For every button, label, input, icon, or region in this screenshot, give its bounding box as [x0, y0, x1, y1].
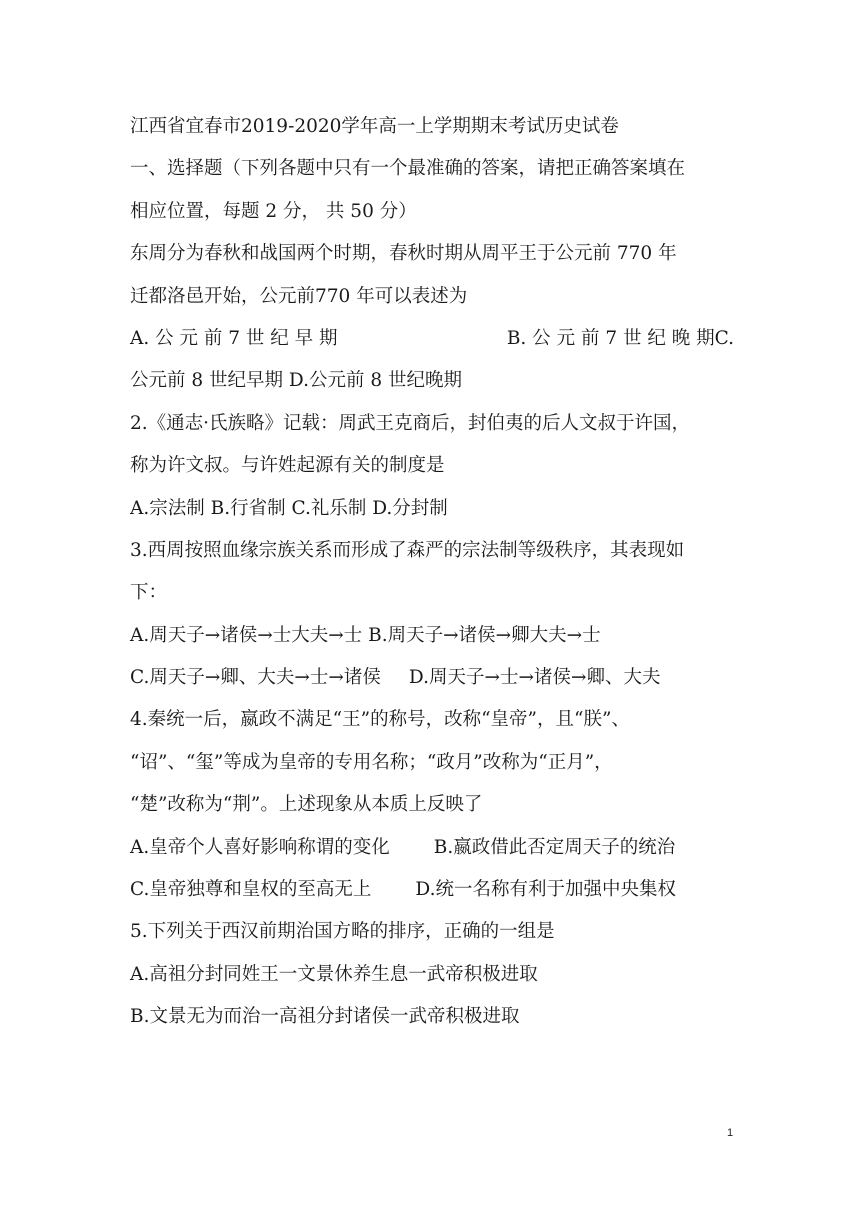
- question-1-options-row-2: 公元前 8 世纪早期 D.公元前 8 世纪晚期: [130, 370, 462, 392]
- question-1-stem-line-2: 迁都洛邑开始，公元前770 年可以表述为: [130, 285, 468, 307]
- question-4-option-a: A.皇帝个人喜好影响称谓的变化: [130, 836, 390, 858]
- section-heading-line-2: 相应位置，每题 2 分， 共 50 分）: [130, 200, 417, 222]
- question-4-stem-line-2: “诏”、“玺”等成为皇帝的专用名称；“政月”改称为“正月”，: [130, 751, 613, 773]
- document-body: [130, 106, 734, 1039]
- question-3-stem-line-1: 3.西周按照血缘宗族关系而形成了森严的宗法制等级秩序，其表现如: [130, 539, 685, 561]
- question-3-option-d: D.周天子→士→诸侯→卿、大夫: [408, 667, 661, 689]
- question-1-option-a: A. 公 元 前 7 世 纪 早 期: [130, 327, 338, 349]
- question-1-option-b: B. 公 元 前 7 世 纪 晚 期C.: [506, 327, 734, 349]
- question-4-options-row-2: [130, 869, 734, 911]
- question-4-options-row-1: [130, 827, 734, 869]
- question-1-stem-line-1: 东周分为春秋和战国两个时期，春秋时期从周平王于公元前 770 年: [130, 243, 677, 265]
- question-3-options-row-1: A.周天子→诸侯→士大夫→士 B.周天子→诸侯→卿大夫→士: [130, 624, 601, 646]
- question-4-stem-line-3: “楚”改称为“荆”。上述现象从本质上反映了: [130, 794, 483, 816]
- question-3-options-row-2: [130, 657, 734, 699]
- question-2-stem-line-2: 称为许文叔。与许姓起源有关的制度是: [130, 455, 445, 477]
- question-4-stem-line-1: 4.秦统一后，嬴政不满足“王”的称号，改称“皇帝”，且“朕”、: [130, 709, 630, 731]
- question-4-option-d: D.统一名称有利于加强中央集权: [415, 879, 676, 901]
- exam-title: 江西省宜春市2019-2020学年高一上学期期末考试历史试卷: [130, 116, 619, 137]
- question-5-option-b: B.文景无为而治一高祖分封诸侯一武帝积极进取: [130, 1006, 520, 1028]
- question-3-stem-line-2: 下：: [130, 582, 168, 604]
- page-number: 1: [727, 1127, 734, 1139]
- section-heading-line-1: 一、选择题（下列各题中只有一个最准确的答案，请把正确答案填在: [130, 158, 686, 180]
- question-3-option-c: C.周天子→卿、大夫→士→诸侯: [130, 667, 381, 689]
- question-4-option-b: B.嬴政借此否定周天子的统治: [433, 836, 676, 858]
- question-5-option-a: A.高祖分封同姓王一文景休养生息一武帝积极进取: [130, 963, 538, 985]
- question-2-stem-line-1: 2.《通志·氏族略》记载：周武王克商后，封伯夷的后人文叔于许国，: [130, 412, 691, 434]
- question-4-option-c: C.皇帝独尊和皇权的至高无上: [130, 879, 372, 901]
- question-5-stem: 5.下列关于西汉前期治国方略的排序，正确的一组是: [130, 921, 555, 943]
- question-1-options-row-1: [130, 318, 734, 360]
- question-2-options: A.宗法制 B.行省制 C.礼乐制 D.分封制: [130, 497, 448, 519]
